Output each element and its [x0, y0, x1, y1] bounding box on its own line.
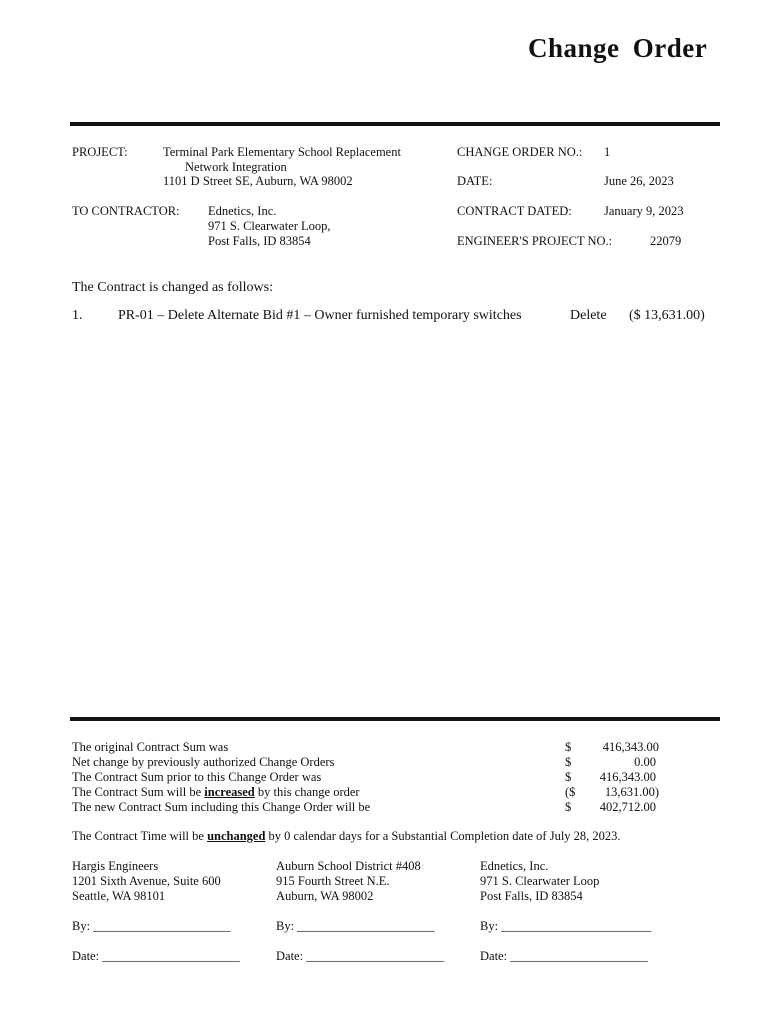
summary-currency-original: $ — [565, 740, 572, 754]
contract-time-pre: The Contract Time will be — [72, 829, 208, 843]
summary-currency-change: ($ — [565, 785, 576, 799]
project-label: PROJECT: — [72, 145, 128, 159]
summary-amount-prior: 416,343.00 — [599, 770, 656, 784]
summary-currency-prior: $ — [565, 770, 572, 784]
summary-amount-original: 416,343.00 — [602, 740, 659, 754]
contractor-label: TO CONTRACTOR: — [72, 204, 180, 218]
contractor-line-3: Post Falls, ID 83854 — [208, 234, 311, 248]
summary-label-prior: The Contract Sum prior to this Change Order was — [72, 770, 322, 784]
summary-change-pre: The Contract Sum will be — [72, 785, 205, 799]
contractor-line-2: 971 S. Clearwater Loop, — [208, 219, 331, 233]
project-line-2: Network Integration — [185, 160, 287, 174]
engineer-project-no-value: 22079 — [650, 234, 682, 248]
party-contractor-city: Post Falls, ID 83854 — [480, 889, 583, 903]
party-owner-city: Auburn, WA 98002 — [276, 889, 374, 903]
document-title: Change Order — [528, 33, 708, 63]
contractor-line-1: Ednetics, Inc. — [208, 204, 277, 218]
summary-amount-new: 402,712.00 — [599, 800, 656, 814]
project-line-1: Terminal Park Elementary School Replacement — [163, 145, 401, 159]
header-rule — [70, 122, 720, 126]
changes-intro: The Contract is changed as follows: — [72, 280, 274, 295]
summary-amount-net-change: 0.00 — [634, 755, 656, 769]
summary-label-original: The original Contract Sum was — [72, 740, 229, 754]
summary-label-change — [72, 785, 360, 800]
change-order-no-value: 1 — [604, 145, 611, 159]
summary-amount-change: 13,631.00) — [604, 785, 659, 799]
signature-by-engineer[interactable]: By: ______________________ — [72, 919, 231, 933]
party-owner-address: 915 Fourth Street N.E. — [276, 874, 390, 888]
contract-time-statement — [72, 829, 621, 844]
change-order-no-label: CHANGE ORDER NO.: — [457, 145, 583, 159]
summary-change-emphasis: increased — [204, 785, 255, 799]
contract-time-emphasis: unchanged — [207, 829, 266, 843]
summary-currency-net-change: $ — [565, 755, 572, 769]
signature-by-owner[interactable]: By: ______________________ — [276, 919, 435, 933]
date-value: June 26, 2023 — [604, 174, 674, 188]
signature-date-owner[interactable]: Date: ______________________ — [276, 949, 444, 963]
party-engineer-city: Seattle, WA 98101 — [72, 889, 166, 903]
signature-by-contractor[interactable]: By: ________________________ — [480, 919, 652, 933]
summary-change-post: by this change order — [254, 785, 360, 799]
signature-date-contractor[interactable]: Date: ______________________ — [480, 949, 648, 963]
item-description: PR-01 – Delete Alternate Bid #1 – Owner furnished temporary switches — [118, 308, 522, 323]
item-number: 1. — [72, 308, 83, 323]
project-line-3: 1101 D Street SE, Auburn, WA 98002 — [163, 174, 353, 188]
summary-rule — [70, 717, 720, 721]
party-contractor-address: 971 S. Clearwater Loop — [480, 874, 600, 888]
summary-label-net-change: Net change by previously authorized Change Orders — [72, 755, 335, 769]
engineer-project-no-label: ENGINEER'S PROJECT NO.: — [457, 234, 613, 248]
contract-dated-value: January 9, 2023 — [604, 204, 684, 218]
party-engineer-address: 1201 Sixth Avenue, Suite 600 — [72, 874, 221, 888]
date-label: DATE: — [457, 174, 493, 188]
summary-currency-new: $ — [565, 800, 572, 814]
party-contractor-name: Ednetics, Inc. — [480, 859, 549, 873]
party-engineer-name: Hargis Engineers — [72, 859, 159, 873]
contract-dated-label: CONTRACT DATED: — [457, 204, 572, 218]
signature-date-engineer[interactable]: Date: ______________________ — [72, 949, 240, 963]
item-amount: ($ 13,631.00) — [629, 308, 705, 323]
party-owner-name: Auburn School District #408 — [276, 859, 421, 873]
summary-label-new: The new Contract Sum including this Change Order will be — [72, 800, 371, 814]
item-action: Delete — [570, 308, 607, 323]
contract-time-post: by 0 calendar days for a Substantial Completion date of July 28, 2023. — [265, 829, 621, 843]
